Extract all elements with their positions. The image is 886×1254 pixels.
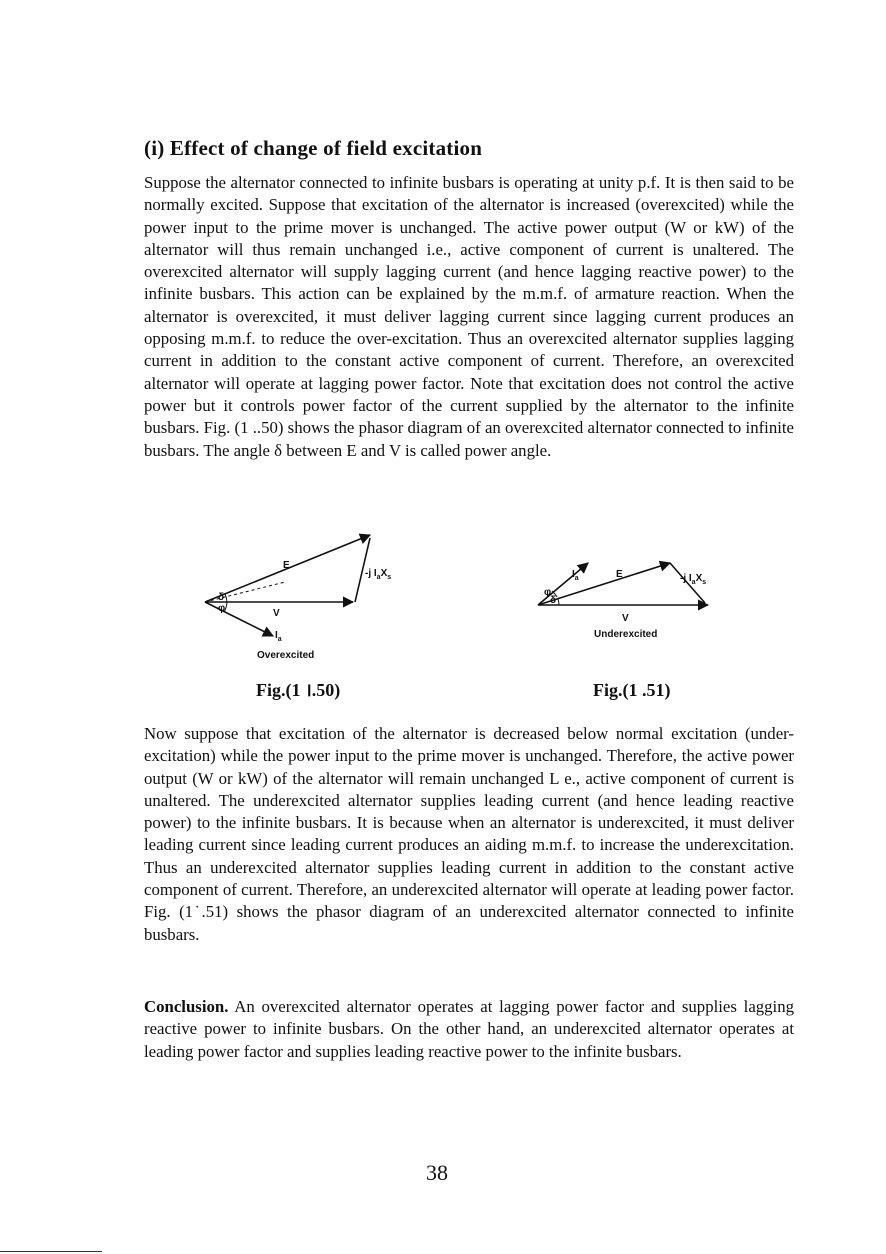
phasor-diagram-overexcited: [195, 530, 395, 665]
label-jixs: -j $I_aX_s$: [680, 573, 707, 586]
section-heading: (i) Effect of change of field excitation: [144, 136, 483, 160]
label-delta: δ: [218, 592, 225, 603]
paragraph-conclusion: [144, 996, 794, 1063]
label-ia: $I_a$: [572, 569, 579, 582]
label-underexcited: Underexcited: [594, 629, 658, 640]
conclusion-label: Conclusion.: [144, 997, 229, 1016]
phasor-e: [538, 563, 670, 605]
conclusion-text: An overexcited alternator operates at lagging power factor and supplies lagging reactive power to infinite busbars. On the other hand, an underexcited alternator operates at leading power factor and supplies leading reactive power to the infinite busbars.: [144, 997, 794, 1061]
phasor-ia: [538, 563, 588, 605]
label-e: E: [616, 569, 623, 580]
label-phi: φ: [544, 587, 552, 598]
label-v: V: [273, 608, 280, 619]
phasor-diagram-underexcited: [530, 555, 750, 645]
label-ia: $I_a$: [275, 630, 282, 643]
paragraph-overexcited: Suppose the alternator connected to infinite busbars is operating at unity p.f. It is then said to be normally excited. Suppose that excitation of the alternator is increased (overexcited) while the power input to the prime mover is unchanged. The active power output (W or kW) of the alternator will thus remain unchanged i.e., active component of current is unaltered. The overexcited alternator will supply lagging current (and hence lagging reactive power) to the infinite busbars. This action can be explained by the m.m.f. of armature reaction. When the alternator is overexcited, it must deliver lagging current since lagging current produces an opposing m.m.f. to reduce the over-excitation. Thus an overexcited alternator supplies lagging current in addition to the constant active component of current. Therefore, an overexcited alternator will operate at lagging power factor. Note that excitation does not control the active power but it controls power factor of the current supplied by the alternator to the infinite busbars. Fig. (1 ..50) shows the phasor diagram of an overexcited alternator connected to infinite busbars. The angle δ between E and V is called power angle.: [144, 173, 794, 460]
label-overexcited: Overexcited: [257, 650, 315, 661]
label-e: E: [283, 560, 290, 571]
phasor-ia: [205, 602, 273, 636]
figure-caption-2: Fig.(1 .51): [593, 680, 671, 700]
label-jixs: -j $I_aX_s$: [365, 568, 392, 581]
label-delta: δ: [550, 595, 557, 606]
label-phi: φ: [218, 603, 226, 614]
figure-caption-1: Fig.(1 ।.50): [256, 680, 341, 700]
page-number: 38: [426, 1160, 448, 1185]
footer-rule: [0, 1251, 102, 1252]
paragraph-underexcited: Now suppose that excitation of the alternator is decreased below normal excitation (under-excitation) while the power input to the prime mover is unchanged. Therefore, the active power output (W or kW) of the alternator will remain unchanged L e., active component of current is unaltered. The underexcited alternator supplies leading current (and hence leading reactive power) to the infinite busbars. It is because when an alternator is underexcited, it must deliver leading current since leading current produces an aiding m.m.f. to increase the underexcitation. Thus an underexcited alternator supplies leading current in addition to the constant active component of current. Therefore, an underexcited alternator will operate at leading power factor. Fig. (1 ̇.51) shows the phasor diagram of an underexcited alternator connected to infinite busbars.: [144, 724, 794, 944]
label-v: V: [622, 613, 629, 624]
